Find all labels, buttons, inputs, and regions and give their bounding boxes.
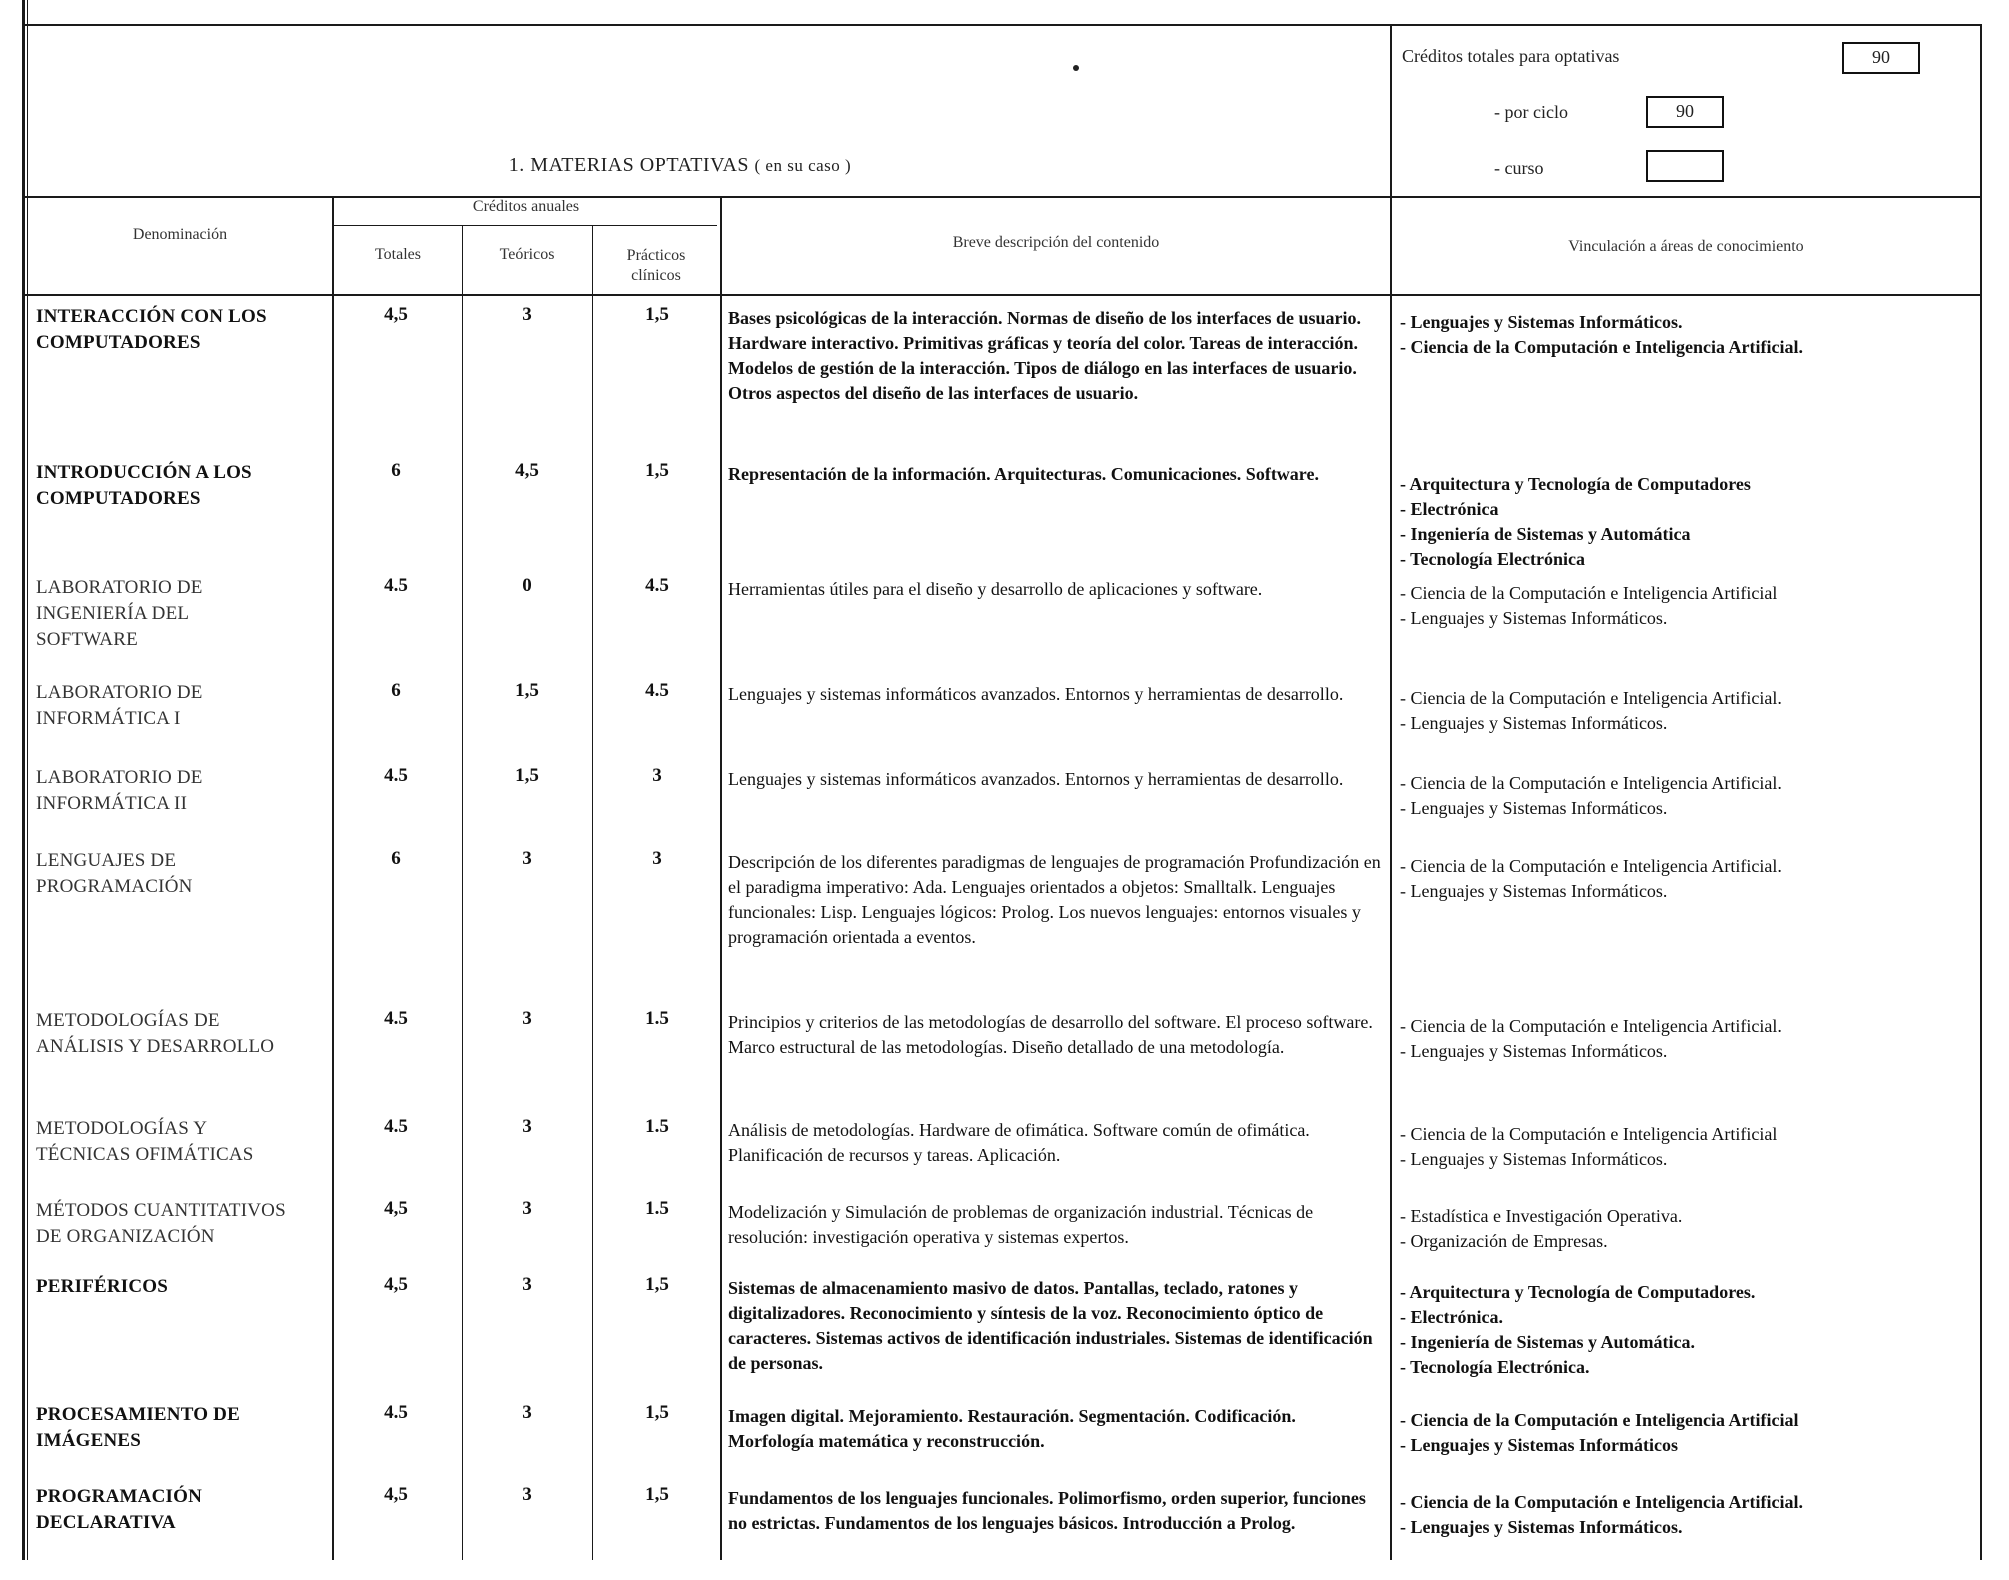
credits-total-value: 90 <box>1842 42 1920 74</box>
subject-name <box>36 304 326 356</box>
subject-name-line: COMPUTADORES <box>36 332 201 353</box>
knowledge-area-item: - Ciencia de la Computación e Inteligencia Artificial. <box>1400 337 1803 357</box>
col-header-practicos <box>593 246 719 286</box>
subject-description: Representación de la información. Arquitecturas. Comunicaciones. Software. <box>728 464 1319 484</box>
subject-description: Descripción de los diferentes paradigmas de lenguajes de programación Profundización en el paradigma imperativo: Ada. Lenguajes orientados a objetos: Smalltalk. Lenguajes funcionales: Lisp. Lenguajes lógicos: Prolog. Los nuevos lenguajes: entornos visuales y programación orientada a eventos. <box>728 852 1381 947</box>
credits-practicos: 1,5 <box>645 1484 669 1505</box>
knowledge-area-item: - Ciencia de la Computación e Inteligencia Artificial. <box>1400 688 1782 708</box>
frame-right-border <box>1980 24 1982 1560</box>
subject-name <box>36 575 326 653</box>
subject-name-line: DECLARATIVA <box>36 1512 176 1533</box>
knowledge-areas <box>1400 854 1920 904</box>
col-header-descripcion: Breve descripción del contenido <box>952 234 1160 251</box>
subject-name <box>36 1484 326 1536</box>
credits-totales: 4.5 <box>384 765 408 786</box>
subject-description: Modelización y Simulación de problemas de organización industrial. Técnicas de resolución: investigación operativa y sistemas expertos. <box>728 1202 1314 1247</box>
col-header-denominacion: Denominación <box>132 226 228 243</box>
knowledge-areas <box>1400 1014 1920 1064</box>
knowledge-area-item: - Ciencia de la Computación e Inteligencia Artificial. <box>1400 856 1782 876</box>
knowledge-areas <box>1400 1122 1920 1172</box>
credits-practicos: 3 <box>652 848 662 869</box>
col-header-totales: Totales <box>375 246 421 263</box>
knowledge-area-item: - Estadística e Investigación Operativa. <box>1400 1206 1683 1226</box>
header-bottom-border <box>22 196 1982 198</box>
subject-name-line: MÉTODOS CUANTITATIVOS <box>36 1200 286 1221</box>
subject-name-line: LABORATORIO DE <box>36 577 203 598</box>
subject-name <box>36 1274 326 1300</box>
col-sep-1 <box>332 196 334 1560</box>
knowledge-area-item: - Tecnología Electrónica <box>1400 549 1585 569</box>
subject-name-line: PROGRAMACIÓN <box>36 876 193 897</box>
credits-totales: 4,5 <box>384 1484 408 1505</box>
credits-teoricos: 3 <box>522 1116 532 1137</box>
subject-name-line: INFORMÁTICA I <box>36 708 181 729</box>
knowledge-areas <box>1400 686 1920 736</box>
subject-name-line: PROCESAMIENTO DE <box>36 1404 240 1425</box>
credits-teoricos: 3 <box>522 1484 532 1505</box>
subject-description: Sistemas de almacenamiento masivo de datos. Pantallas, teclado, ratones y digitalizadores. Reconocimiento y síntesis de la voz. Reconocimiento óptico de caracteres. Sistemas activos de identificación industriales. Sistemas de identificación de personas. <box>728 1278 1373 1373</box>
curso-label: - curso <box>1494 158 1544 178</box>
credits-total-label: Créditos totales para optativas <box>1402 46 1620 66</box>
credits-practicos: 1.5 <box>645 1116 669 1137</box>
frame-top-border <box>22 24 1982 26</box>
credits-totales: 4,5 <box>384 1274 408 1295</box>
scan-speck <box>1073 65 1079 71</box>
credits-teoricos: 3 <box>522 1198 532 1219</box>
subject-name <box>36 1402 326 1454</box>
subject-name-line: PERIFÉRICOS <box>36 1276 169 1297</box>
subject-name-line: PROGRAMACIÓN <box>36 1486 202 1507</box>
col-header-practicos-line1: Prácticos <box>626 247 686 264</box>
credits-totales: 6 <box>391 460 401 481</box>
credits-teoricos: 4,5 <box>515 460 539 481</box>
credits-practicos: 1.5 <box>645 1198 669 1219</box>
knowledge-area-item: - Lenguajes y Sistemas Informáticos <box>1400 1435 1678 1455</box>
subject-description: Análisis de metodologías. Hardware de ofimática. Software común de ofimática. Planificación de recursos y tareas. Aplicación. <box>728 1120 1310 1165</box>
column-header-bottom-border <box>22 294 1982 296</box>
knowledge-area-item: - Lenguajes y Sistemas Informáticos. <box>1400 713 1668 733</box>
section-title-text: 1. MATERIAS OPTATIVAS <box>508 154 750 176</box>
credits-totales: 6 <box>391 680 401 701</box>
col-header-vinculacion: Vinculación a áreas de conocimiento <box>1568 238 1804 255</box>
subject-name-line: COMPUTADORES <box>36 488 201 509</box>
credits-teoricos: 1,5 <box>515 680 539 701</box>
credits-totales: 6 <box>391 848 401 869</box>
knowledge-areas <box>1400 1408 1920 1458</box>
col-header-creditos-anuales: Créditos anuales <box>472 198 580 215</box>
knowledge-area-item: - Ciencia de la Computación e Inteligencia Artificial <box>1400 1410 1799 1430</box>
knowledge-areas <box>1400 581 1920 631</box>
knowledge-area-item: - Arquitectura y Tecnología de Computadores <box>1400 474 1751 494</box>
credits-practicos: 4.5 <box>645 680 669 701</box>
credits-anuales-underline <box>332 225 717 226</box>
knowledge-area-item: - Ingeniería de Sistemas y Automática <box>1400 524 1691 544</box>
knowledge-area-item: - Lenguajes y Sistemas Informáticos. <box>1400 1517 1683 1537</box>
subject-name-line: DE ORGANIZACIÓN <box>36 1226 215 1247</box>
por-ciclo-label: - por ciclo <box>1494 102 1568 122</box>
subject-name <box>36 1008 326 1060</box>
subject-description: Fundamentos de los lenguajes funcionales. Polimorfismo, orden superior, funciones no estrictas. Fundamentos de los lenguajes básicos. Introducción a Prolog. <box>728 1488 1366 1533</box>
frame-left-border <box>22 0 25 1560</box>
knowledge-area-item: - Electrónica <box>1400 499 1499 519</box>
curso-value <box>1646 150 1724 182</box>
credits-totales: 4.5 <box>384 1402 408 1423</box>
credits-practicos: 1,5 <box>645 1402 669 1423</box>
subject-name-line: ANÁLISIS Y DESARROLLO <box>36 1036 275 1057</box>
subject-name <box>36 1116 326 1168</box>
knowledge-areas <box>1400 771 1920 821</box>
subject-name <box>36 765 326 817</box>
credits-practicos: 1.5 <box>645 1008 669 1029</box>
subject-name-line: METODOLOGÍAS DE <box>36 1010 220 1031</box>
section-title <box>330 154 1030 177</box>
col-sep-4 <box>720 196 722 1560</box>
subject-description: Imagen digital. Mejoramiento. Restauración. Segmentación. Codificación. Morfología matemática y reconstrucción. <box>728 1406 1296 1451</box>
knowledge-area-item: - Lenguajes y Sistemas Informáticos. <box>1400 1149 1668 1169</box>
knowledge-area-item: - Electrónica. <box>1400 1307 1503 1327</box>
subject-name <box>36 1198 326 1250</box>
subject-name <box>36 680 326 732</box>
subject-name-line: LABORATORIO DE <box>36 682 203 703</box>
col-sep-3 <box>592 225 593 1560</box>
subject-name-line: IMÁGENES <box>36 1430 142 1451</box>
subject-name-line: METODOLOGÍAS Y <box>36 1118 208 1139</box>
col-sep-2 <box>462 225 463 1560</box>
knowledge-areas <box>1400 1204 1920 1254</box>
knowledge-area-item: - Ingeniería de Sistemas y Automática. <box>1400 1332 1695 1352</box>
subject-name-line: INFORMÁTICA II <box>36 793 188 814</box>
subject-name-line: INTERACCIÓN CON LOS <box>36 306 267 327</box>
knowledge-areas <box>1400 1490 1920 1540</box>
subject-name <box>36 460 326 512</box>
credits-practicos: 1,5 <box>645 304 669 325</box>
credits-teoricos: 3 <box>522 1008 532 1029</box>
knowledge-area-item: - Arquitectura y Tecnología de Computadores. <box>1400 1282 1756 1302</box>
subject-description: Lenguajes y sistemas informáticos avanzados. Entornos y herramientas de desarrollo. <box>728 684 1344 704</box>
knowledge-areas <box>1400 1280 1920 1380</box>
knowledge-area-item: - Ciencia de la Computación e Inteligencia Artificial. <box>1400 773 1782 793</box>
credits-practicos: 4.5 <box>645 575 669 596</box>
subject-description: Principios y criterios de las metodologías de desarrollo del software. El proceso software. Marco estructural de las metodologías. Diseño detallado de una metodología. <box>728 1012 1373 1057</box>
knowledge-area-item: - Ciencia de la Computación e Inteligencia Artificial <box>1400 583 1778 603</box>
subject-name-line: LENGUAJES DE <box>36 850 177 871</box>
subject-description: Herramientas útiles para el diseño y desarrollo de aplicaciones y software. <box>728 579 1263 599</box>
subject-name-line: LABORATORIO DE <box>36 767 203 788</box>
knowledge-areas <box>1400 472 1920 572</box>
subject-description: Lenguajes y sistemas informáticos avanzados. Entornos y herramientas de desarrollo. <box>728 769 1344 789</box>
credits-practicos: 1,5 <box>645 460 669 481</box>
por-ciclo-value: 90 <box>1646 96 1724 128</box>
knowledge-area-item: - Organización de Empresas. <box>1400 1231 1608 1251</box>
credits-teoricos: 1,5 <box>515 765 539 786</box>
frame-left-border-inner <box>27 0 28 1560</box>
knowledge-area-item: - Lenguajes y Sistemas Informáticos. <box>1400 312 1683 332</box>
knowledge-area-item: - Ciencia de la Computación e Inteligencia Artificial <box>1400 1124 1778 1144</box>
credits-totales: 4,5 <box>384 1198 408 1219</box>
subject-description: Bases psicológicas de la interacción. Normas de diseño de los interfaces de usuario. Hardware interactivo. Primitivas gráficas y teoría del color. Tareas de interacción. Modelos de gestión de la interacción. Tipos de diálogo en las interfaces de usuario. Otros aspectos del diseño de las interfaces de usuario. <box>728 308 1361 403</box>
section-title-note: ( en su caso ) <box>754 156 852 175</box>
credits-teoricos: 3 <box>522 1402 532 1423</box>
credits-totales: 4,5 <box>384 304 408 325</box>
knowledge-area-item: - Tecnología Electrónica. <box>1400 1357 1590 1377</box>
knowledge-area-item: - Ciencia de la Computación e Inteligencia Artificial. <box>1400 1016 1782 1036</box>
subject-name-line: TÉCNICAS OFIMÁTICAS <box>36 1144 254 1165</box>
credits-teoricos: 3 <box>522 1274 532 1295</box>
knowledge-area-item: - Lenguajes y Sistemas Informáticos. <box>1400 881 1668 901</box>
subject-name-line: INTRODUCCIÓN A LOS <box>36 462 252 483</box>
col-header-teoricos: Teóricos <box>499 246 555 263</box>
knowledge-area-item: - Lenguajes y Sistemas Informáticos. <box>1400 1041 1668 1061</box>
col-header-practicos-line2: clínicos <box>631 267 681 284</box>
knowledge-area-item: - Ciencia de la Computación e Inteligencia Artificial. <box>1400 1492 1803 1512</box>
credits-practicos: 3 <box>652 765 662 786</box>
credits-teoricos: 3 <box>522 304 532 325</box>
knowledge-area-item: - Lenguajes y Sistemas Informáticos. <box>1400 608 1668 628</box>
subject-name-line: SOFTWARE <box>36 629 138 650</box>
subject-name <box>36 848 326 900</box>
credits-teoricos: 3 <box>522 848 532 869</box>
knowledge-areas <box>1400 310 1920 360</box>
knowledge-area-item: - Lenguajes y Sistemas Informáticos. <box>1400 798 1668 818</box>
credits-totales: 4.5 <box>384 1008 408 1029</box>
credits-practicos: 1,5 <box>645 1274 669 1295</box>
credits-totales: 4.5 <box>384 575 408 596</box>
credits-teoricos: 0 <box>522 575 532 596</box>
credits-totales: 4.5 <box>384 1116 408 1137</box>
subject-name-line: INGENIERÍA DEL <box>36 603 190 624</box>
